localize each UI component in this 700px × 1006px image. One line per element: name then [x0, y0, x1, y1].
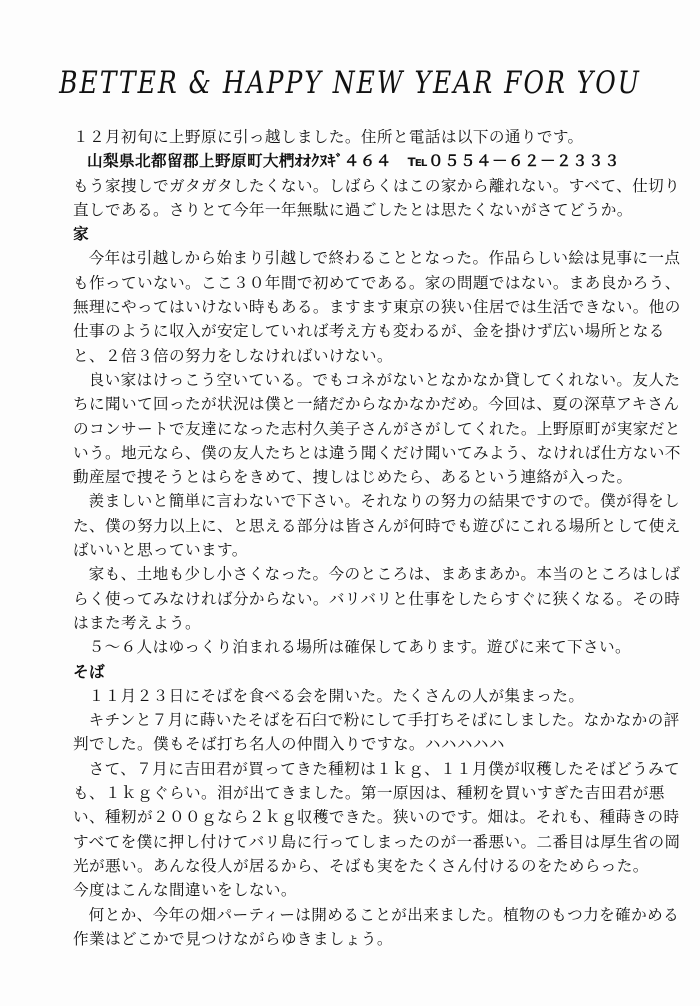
address-line: 山梨県北都留郡上野原町大椚ｵｵｸﾇｷﾞ４６４ ℡０５５４－６２－２３３３ [87, 152, 620, 171]
house-paragraph: 羨ましいと簡単に言わないで下さい。それなりの努力の結果ですので。僕が得をした、僕の努力以上に、と思える部分は皆さんが何時でも遊びにこれる場所として使えばいいと思っています。 [73, 492, 681, 560]
section-heading-soba: そば [73, 662, 105, 681]
soba-paragraph: キチンと７月に蒔いたそばを石臼で粉にして手打ちそばにしました。なかなかの評判でした。僕もそば打ち名人の仲間入りですな。ハハハハハ [73, 711, 680, 754]
intro-line: １２月初旬に上野原に引っ越しました。住所と電話は以下の通りです。 [73, 128, 584, 146]
soba-final-paragraph: 何とか、今年の畑パーティーは開めることが出来ました。植物のもつ力を確かめる作業はどこかで見つけながらゆきましょう。 [73, 905, 680, 948]
section-heading-house: 家 [73, 225, 89, 244]
house-paragraph: 今年は引越しから始まり引越しで終わることとなった。作品らしい絵は見事に一点も作っていない。ここ３０年間で初めてである。家の問題ではない。まあ良かろう、無理にやってはいけない時もある。ますます東京の狭い住居では生活できない。他の仕事のように収入が安定していれば考え方も変わるが、金を掛けず広い場所となると、２倍３倍の努力をしなければいけない。 [73, 249, 681, 365]
house-paragraph: 家も、土地も少し小さくなった。今のところは、まあまあか。本当のところはしばらく使ってみなければ分からない。バリバリと仕事をしたらすぐに狭くなる。その時はまた考えよう。 [73, 565, 681, 632]
soba-paragraph: １１月２３日にそばを食べる会を開いた。たくさんの人が集まった。 [88, 686, 585, 705]
house-paragraph: 良い家はけっこう空いている。でもコネがないとなかなか貸してくれない。友人たちに聞いて回ったが状況は僕と一緒だからなかなかだめ。今回は、夏の深草アキさんのコンサートで友達になった志村久美子さんがさがしてくれた。上野原町が実家だという。地元なら、僕の友人たちとは違う聞くだけ聞いてみよう、なければ仕方ない不動産屋で捜そうとはらをきめて、捜しはじめたら、あるという連絡が入った。 [73, 370, 681, 487]
house-paragraph: ５～６人はゆっくり泊まれる場所は確保してあります。遊びに来て下さい。 [88, 638, 631, 657]
intro-text: もう家捜しでガタガタしたくない。しばらくはこの家から離れない。すべて、仕切り直しである。さりとて今年一年無駄に過ごしたとは思たくないがさてどうか。 [73, 176, 681, 219]
letter-title: BETTER & HAPPY NEW YEAR FOR YOU [59, 64, 641, 101]
letter-body [73, 125, 685, 951]
soba-paragraph: さて、７月に吉田君が買ってきた種籾は１ｋｇ、１１月僕が収穫したそばどうみても、１ｋｇぐらい。泪が出てきました。第一原因は、種籾を買いすぎた吉田君が悪い、種籾が２００ｇなら２ｋｇ収穫できた。狭いのです。畑は。それも、種蒔きの時すべてを僕に押し付けてバリ島に行ってしまったのが一番悪い。二番目は厚生省の岡光が悪い。あんな役人が居るから、そばも実をたくさん付けるのをためらった。 [73, 759, 681, 875]
soba-closing-line: 今度はこんな間違いをしない。 [73, 881, 297, 900]
